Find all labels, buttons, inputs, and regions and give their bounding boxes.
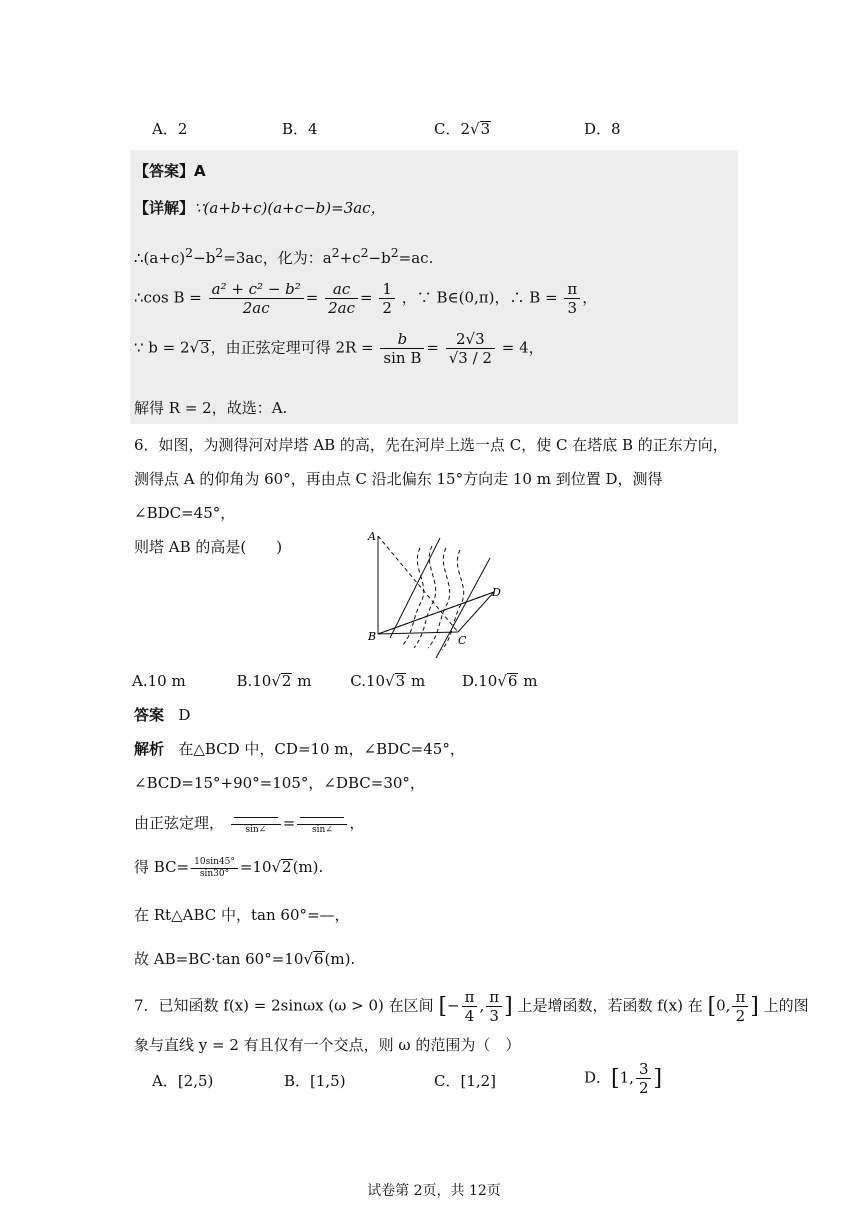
q5-l3-frac3 (379, 280, 395, 317)
q5-l3-frac1 (209, 280, 304, 317)
q6-option-c-unit: m (410, 672, 426, 690)
q5-l3-frac3-num: 1 (379, 280, 395, 299)
q7-option-d-pre: D． (584, 1068, 612, 1087)
q5-l3-frac1-den: 2ac (242, 299, 270, 317)
fig-label-d: D (492, 586, 501, 599)
q6-analysis-line1 (134, 738, 465, 759)
q7-frac3 (732, 988, 748, 1025)
q7-stem-line1: 7．已知函数 f(x) = 2sinωx (ω > 0) 在区间 [− $\frac{\pi}{4}$ , $\frac{\pi}{3}$ ] 上是增函数，若函数 f(x) 在 [0, $\frac{\pi}{2}$ ] 上的图 (134, 988, 809, 1025)
q6-an4-pre: 得 BC= (134, 858, 190, 876)
q7-option-d-frac (636, 1060, 652, 1097)
q5-l3-frac1-num: a² + c² − b² (209, 280, 304, 299)
line-ad-dashed (378, 536, 458, 632)
q7-option-d-den: 2 (638, 1079, 649, 1097)
q7-options (152, 1060, 752, 1097)
q5-detail-line5: 解得 R = 2，故选：A. (134, 399, 288, 417)
q5-detail-line2: $\therefore(a+c)^2-b^2=3ac$，化为：$a^2+c^2-b^2=ac$. (134, 245, 434, 267)
q6-an3-frac2 (297, 813, 347, 836)
q6-answer-label: 答案 (134, 706, 165, 724)
q6-option-b: B.10√2 m (236, 672, 312, 690)
q6-an3-pre: 由正弦定理， (134, 814, 225, 832)
q6-analysis-line3 (134, 812, 364, 836)
q6-an3-end: ， (349, 814, 365, 832)
q6-analysis-line5: 在 Rt△ABC 中，tan 60°=—， (134, 906, 350, 924)
q5-l2-e: −b (368, 249, 391, 267)
q5-l2-c: =3ac，化为：a (223, 249, 332, 267)
q5-l4-mid: ，由正弦定理可得 2R = (210, 338, 374, 357)
q5-option-c-label: C． (434, 120, 461, 138)
q5-l4-frac1-num: b (380, 330, 424, 349)
q6-analysis-line6: 故 AB=BC·tan 60°=10√6(m). (134, 950, 356, 968)
q6-an3-frac2-den: sin∠ (311, 824, 333, 835)
q5-detail-line4: ∵ b = 2√3，由正弦定理可得 2R = $\frac{b}{\text{sin B}}$ = $\frac{2√3}{√3 / 2}$ = 4， (134, 330, 544, 367)
q5-detail-line3: ∴cos B = $\frac{\text{a² + c² − b²}}{2ac}$ = $\frac{ac}{2ac}$ = $\frac{1}{2}$ ，∵ B∈(0,π)，∴ B = $\frac{\pi}{3}$ ， (134, 280, 598, 317)
q6-an6-rad: 6 (313, 950, 324, 968)
q5-l3-frac2-den: 2ac (328, 299, 356, 317)
q6-option-c-rad: 3 (395, 672, 406, 690)
q5-detail-line1 (134, 197, 386, 218)
q7-frac2-den: 3 (489, 1007, 499, 1025)
q6-figure (366, 528, 506, 662)
q6-option-d-unit: m (523, 672, 538, 690)
q7-frac3-den: 2 (735, 1007, 746, 1025)
q6-an6-pre: 故 AB=BC·tan 60°=10 (134, 950, 304, 968)
q7-option-d-num: 3 (636, 1060, 652, 1079)
q5-l4-frac2-num: 2√3 (446, 330, 495, 349)
q7-frac2 (486, 988, 502, 1025)
q6-an3-eq: = (282, 814, 296, 832)
q5-detail-eq1: ∵(a+b+c)(a+c−b)=3ac， (194, 199, 386, 217)
q5-l3-frac2-num: ac (325, 280, 358, 299)
q6-answer-value: D (178, 706, 191, 724)
q5-option-b: B．4 (282, 120, 318, 138)
q5-l3-end: ， (582, 288, 598, 307)
q6-analysis-label: 解析 (134, 740, 165, 758)
q5-l3-frac3-den: 2 (382, 299, 392, 317)
q6-an3-frac1-den: sin∠ (245, 824, 267, 835)
q7-option-b: B．[1,5) (284, 1072, 346, 1090)
river-wave-1 (402, 548, 424, 646)
q6-option-b-pre: B.10 (236, 672, 272, 690)
q5-options (152, 118, 752, 142)
fig-label-a: A (368, 530, 376, 543)
q7-frac1 (462, 988, 478, 1025)
q5-option-c-radicand: 3 (480, 120, 491, 138)
q5-l3-frac4 (564, 280, 580, 317)
q6-analysis-line4: 得 BC= $\frac{10\sin 45^\circ}{\sin 30^\circ}$ =10√2(m). (134, 856, 324, 879)
q5-l2-f: =ac. (398, 249, 434, 267)
page-footer: 试卷第 2页，共 12页 (367, 1183, 501, 1199)
q6-option-c-pre: C.10 (350, 672, 386, 690)
q5-answer: 【答案】A (134, 162, 206, 180)
q6-option-d-rad: 6 (507, 672, 518, 690)
q5-l2-b: −b (193, 249, 216, 267)
q6-an3-frac1 (231, 813, 281, 836)
q5-l3-pre: ∴cos B = (134, 288, 202, 307)
q5-option-d: D．8 (584, 120, 621, 138)
q5-detail-label: 【详解】 (134, 199, 195, 217)
q6-an6-end: (m). (324, 950, 356, 968)
q6-option-a: A.10 m (132, 672, 186, 690)
q7-option-c: C．[1,2] (434, 1072, 497, 1090)
q5-l3-frac4-num: π (564, 280, 580, 299)
q6-an4-end: (m). (292, 858, 324, 876)
q5-l4-frac1 (380, 330, 424, 367)
q6-option-d: D.10√6 m (461, 672, 538, 690)
q7-stem-line2: 象与直线 y = 2 有且仅有一个交点，则 ω 的范围为（ ） (134, 1036, 521, 1054)
riverbank-1 (390, 538, 440, 638)
q6-options (132, 672, 537, 690)
q5-l3-post: ，∵ B∈(0,π)，∴ B = (401, 288, 558, 307)
q7-frac3-num: π (732, 988, 748, 1007)
q6-option-b-unit: m (297, 672, 312, 690)
q5-option-c: C．2√3 (434, 120, 491, 138)
q5-l3-frac4-den: 3 (567, 299, 578, 317)
q7-frac2-num: π (486, 988, 502, 1007)
q5-l4-frac2-den: √3 / 2 (448, 349, 492, 367)
q6-an4-mid: =10 (239, 858, 272, 876)
q6-an4-den: sin30° (199, 868, 230, 879)
q5-l4-frac2 (446, 330, 495, 367)
fig-label-c: C (458, 634, 467, 647)
q5-l4-end: = 4， (501, 338, 544, 357)
q6-an4-frac (191, 857, 238, 880)
q6-option-d-pre: D.10 (461, 672, 498, 690)
q7-t1-pre: 7．已知函数 f(x) = 2sinωx (ω > 0) 在区间 (134, 996, 434, 1015)
q5-l2-a: ∴(a+c) (134, 249, 186, 267)
q5-option-c-coef: 2 (460, 120, 471, 138)
q6-analysis-line2: ∠BCD=15°+90°=105°，∠DBC=30°， (134, 774, 425, 792)
q6-option-c: C.10√3 m (350, 672, 426, 690)
fig-label-b: B (368, 630, 377, 643)
q7-frac1-den: 4 (464, 1007, 475, 1025)
q6-an4-rad: 2 (282, 858, 292, 876)
q5-option-a: A．2 (152, 120, 188, 138)
line-bc (378, 632, 458, 634)
q5-l4-pre: ∵ b = 2 (134, 338, 190, 357)
q5-l2-d: +c (339, 249, 361, 267)
q6-answer (134, 704, 190, 725)
q6-an4-num: 10sin45° (191, 857, 238, 869)
q6-an1: 在△BCD 中，CD=10 m，∠BDC=45°， (178, 740, 465, 758)
q5-l4-frac1-den: sin B (383, 349, 422, 367)
q6-stem-line2: 测得点 A 的仰角为 60°，再由点 C 沿北偏东 15°方向走 10 m 到位置 D，测得∠BDC=45°， (134, 470, 663, 522)
q6-stem-line3: 则塔 AB 的高是( ) (134, 538, 283, 556)
q7-frac1-num: π (462, 988, 478, 1007)
q5-l3-frac2 (325, 280, 358, 317)
q6-option-b-rad: 2 (281, 672, 292, 690)
q7-t1-end: 上的图 (763, 996, 809, 1015)
q6-stem-line1: 6．如图，为测得河对岸塔 AB 的高，先在河岸上选一点 C，使 C 在塔底 B 的正东方向， (134, 436, 728, 454)
q7-t1-mid: 上是增函数，若函数 f(x) 在 (517, 996, 703, 1015)
q7-option-d: D．[1, $\frac{3}{2}$ ] (584, 1060, 663, 1097)
q5-l4-rad: 3 (200, 338, 210, 357)
q7-option-a: A．[2,5) (152, 1072, 214, 1090)
